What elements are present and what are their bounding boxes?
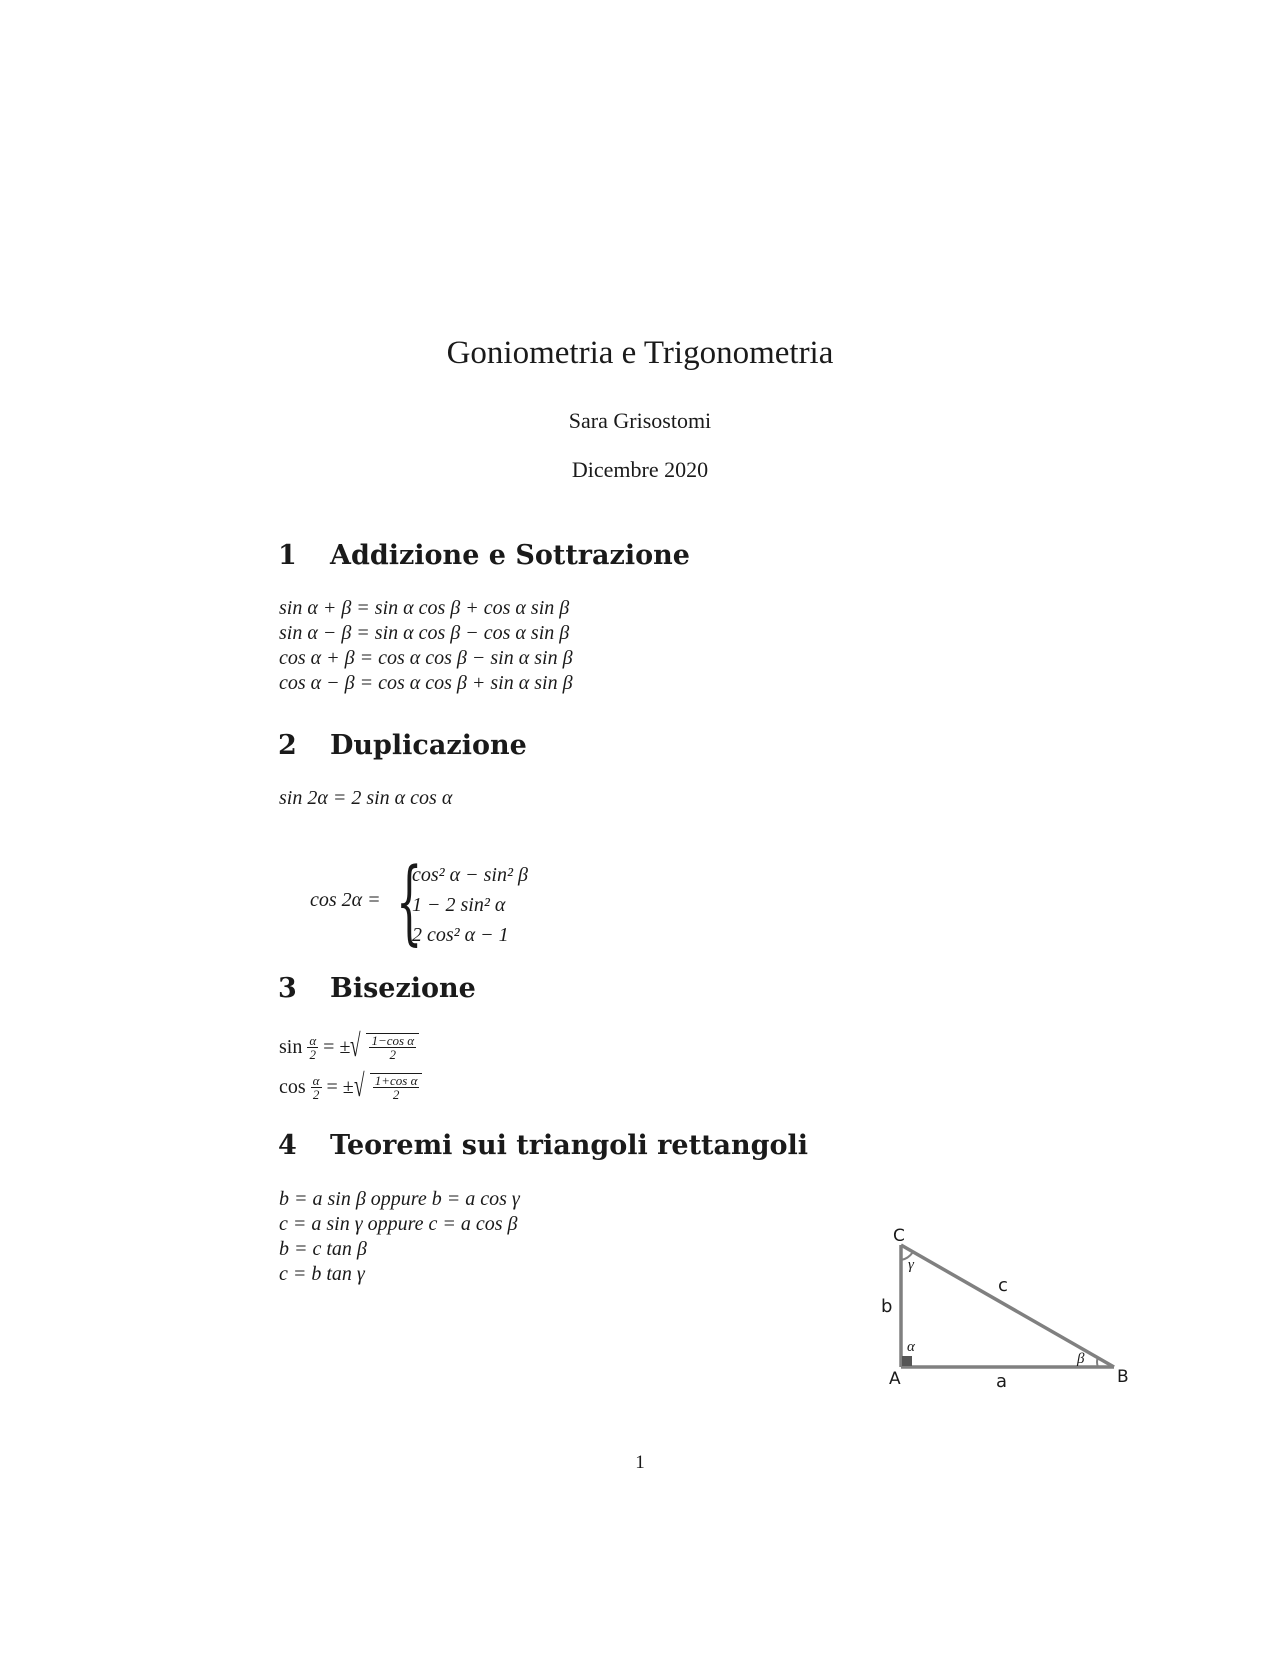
section-number: 4 — [278, 1130, 297, 1161]
formula — [279, 1027, 422, 1067]
angle-label-beta: β — [1077, 1351, 1085, 1367]
section-title: Addizione e Sottrazione — [330, 540, 690, 571]
formula: b = c tan β — [279, 1238, 367, 1260]
fraction — [373, 1074, 420, 1101]
right-triangle-diagram — [870, 1215, 1140, 1390]
vertex-label-b: B — [1117, 1367, 1129, 1387]
right-angle-marker — [902, 1356, 912, 1366]
function-name: sin — [279, 1035, 303, 1058]
side-label-c: c — [998, 1275, 1008, 1296]
function-name: cos — [279, 1075, 306, 1098]
formula: sin 2α = 2 sin α cos α — [279, 787, 453, 809]
fraction — [369, 1034, 416, 1061]
formula: c = b tan γ — [279, 1263, 365, 1285]
angle-label-gamma: γ — [908, 1257, 914, 1273]
section-heading-2 — [278, 730, 527, 761]
document-date: Dicembre 2020 — [571, 457, 709, 482]
fraction — [307, 1034, 318, 1061]
cases-rows — [412, 860, 528, 950]
radical-icon: √ — [350, 1027, 361, 1063]
denominator: 2 — [309, 1046, 316, 1062]
case-row: cos² α − sin² β — [412, 864, 528, 886]
section-heading-3 — [278, 973, 476, 1004]
vertex-label-c: C — [893, 1226, 905, 1246]
page-number: 1 — [635, 1452, 645, 1473]
formula-list-bisection — [279, 1027, 422, 1107]
formula: sin α − β = sin α cos β − cos α sin β — [279, 622, 570, 644]
case-row: 2 cos² α − 1 — [412, 924, 509, 946]
denominator: 2 — [392, 1087, 400, 1102]
beta-arc — [1097, 1357, 1098, 1367]
formula: sin α + β = sin α cos β + cos α sin β — [279, 597, 570, 619]
fraction — [311, 1074, 322, 1101]
angle-label-alpha: α — [907, 1339, 915, 1355]
denominator: 2 — [312, 1086, 320, 1102]
denominator: 2 — [389, 1047, 397, 1062]
formula: c = a sin γ oppure c = a cos β — [279, 1213, 518, 1235]
equals-plus-minus: = ± — [326, 1075, 354, 1098]
section-title: Teoremi sui triangoli rettangoli — [330, 1130, 809, 1161]
formula: b = a sin β oppure b = a cos γ — [279, 1188, 520, 1210]
section-title: Duplicazione — [330, 730, 527, 761]
document-title: Goniometria e Trigonometria — [446, 335, 834, 371]
section-number: 2 — [278, 730, 297, 761]
square-root — [353, 1067, 423, 1103]
section-number: 3 — [278, 973, 297, 1004]
case-row: 1 − 2 sin² α — [412, 894, 506, 916]
radical-icon: √ — [353, 1067, 365, 1103]
formula-list-addition — [279, 596, 573, 696]
side-label-a: a — [996, 1371, 1008, 1390]
section-heading-1 — [278, 540, 690, 571]
vertex-label-a: A — [889, 1369, 901, 1389]
document-author: Sara Grisostomi — [568, 408, 712, 433]
formula-list-duplication — [279, 786, 452, 811]
numerator: 1+cos α — [374, 1073, 418, 1088]
numerator: α — [312, 1072, 320, 1088]
numerator: α — [309, 1032, 317, 1048]
side-c-line — [901, 1245, 1114, 1367]
left-brace-icon: { — [396, 848, 423, 955]
formula: cos α + β = cos α cos β − sin α sin β — [279, 647, 573, 669]
section-title: Bisezione — [330, 973, 476, 1004]
section-number: 1 — [278, 540, 297, 571]
numerator: 1−cos α — [371, 1033, 415, 1048]
side-label-b: b — [881, 1296, 893, 1317]
section-heading-4 — [278, 1130, 808, 1161]
square-root — [350, 1027, 419, 1063]
formula-list-right-triangles — [279, 1187, 520, 1287]
formula — [279, 1067, 422, 1107]
equals-plus-minus: = ± — [323, 1035, 351, 1058]
cases-lhs: cos 2α = — [310, 889, 381, 911]
formula: cos α − β = cos α cos β + sin α sin β — [279, 672, 573, 694]
